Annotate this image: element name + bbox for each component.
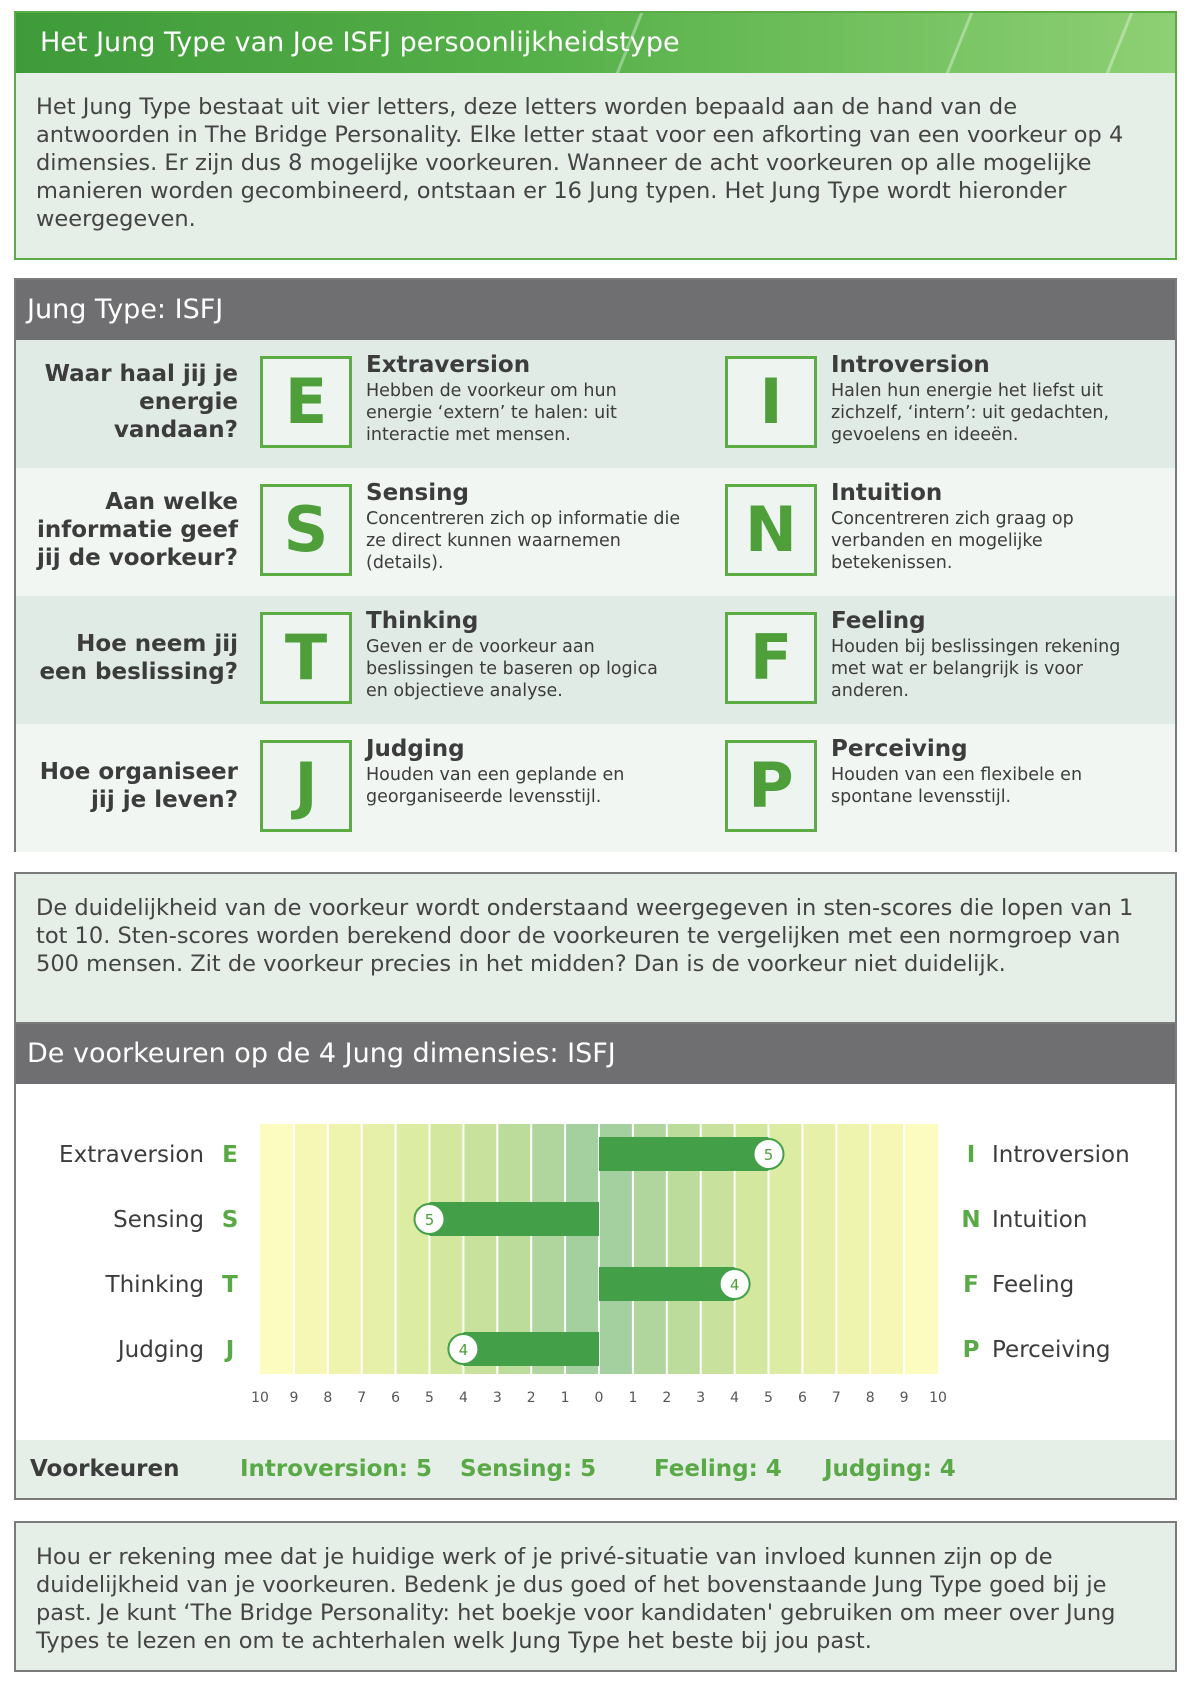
jung-type-panel xyxy=(14,278,1177,852)
x-tick-label: 5 xyxy=(425,1390,434,1406)
description-line: met wat er belangrijk is voor xyxy=(831,659,1084,679)
score-value: 4 xyxy=(458,1341,469,1359)
note-panel xyxy=(14,1521,1177,1672)
right-preference-letter: P xyxy=(962,1337,980,1363)
preference-description-left xyxy=(366,380,711,446)
jung-row xyxy=(16,724,1175,852)
question-line: Hoe organiseer xyxy=(39,759,238,785)
chart-band xyxy=(802,1124,836,1374)
left-preference-label: Thinking xyxy=(105,1272,204,1298)
question-line: informatie geef xyxy=(36,517,238,543)
description-line: gevoelens en ideeën. xyxy=(831,425,1019,445)
question-line: vandaan? xyxy=(113,417,238,443)
summary-feeling: Feeling: 4 xyxy=(654,1456,782,1482)
description-line: verbanden en mogelijke xyxy=(831,531,1043,551)
description-line: (details). xyxy=(366,553,444,573)
x-tick-label: 8 xyxy=(865,1390,875,1406)
preference-title-right: Intuition xyxy=(831,480,943,506)
score-value: 5 xyxy=(424,1211,435,1229)
question-line: Waar haal jij je xyxy=(44,361,238,387)
preference-letter-left: E xyxy=(260,356,352,448)
preference-bar xyxy=(430,1202,600,1236)
score-value: 4 xyxy=(729,1276,740,1294)
intro-panel xyxy=(14,11,1177,260)
question-line: Hoe neem jij xyxy=(76,631,238,657)
preference-letter-right: F xyxy=(725,612,817,704)
question-line: energie xyxy=(139,389,238,415)
jung-type-header: Jung Type: ISFJ xyxy=(16,280,1175,340)
right-preference-letter: I xyxy=(966,1142,976,1168)
right-preference-label: Intuition xyxy=(992,1207,1088,1233)
sten-panel xyxy=(14,872,1177,1032)
description-line: en objectieve analyse. xyxy=(366,681,563,701)
x-tick-label: 0 xyxy=(594,1390,604,1406)
description-line: Geven er de voorkeur aan xyxy=(366,637,595,657)
preference-title-left: Judging xyxy=(366,736,465,762)
header-decoration xyxy=(1099,13,1135,73)
question-line: jij je leven? xyxy=(91,787,238,813)
preference-title-left: Thinking xyxy=(366,608,479,634)
right-preference-label: Introversion xyxy=(992,1142,1130,1168)
x-tick-label: 7 xyxy=(831,1390,841,1406)
left-preference-letter: J xyxy=(225,1337,235,1363)
description-line: energie ‘extern’ te halen: uit xyxy=(366,403,617,423)
x-tick-label: 9 xyxy=(289,1390,299,1406)
description-line: anderen. xyxy=(831,681,909,701)
preference-title-left: Extraversion xyxy=(366,352,531,378)
x-tick-label: 4 xyxy=(458,1390,468,1406)
right-preference-label: Perceiving xyxy=(992,1337,1111,1363)
preferences-header: De voorkeuren op de 4 Jung dimensies: ISFJ xyxy=(16,1024,1175,1084)
left-preference-label: Judging xyxy=(117,1337,204,1363)
question-line: een beslissing? xyxy=(39,659,238,685)
preference-description-left xyxy=(366,636,711,702)
jung-row xyxy=(16,340,1175,468)
x-tick-label: 6 xyxy=(391,1390,401,1406)
preference-bar xyxy=(599,1267,735,1301)
x-tick-label: 1 xyxy=(560,1390,570,1406)
x-tick-label: 6 xyxy=(797,1390,807,1406)
description-line: Houden van een geplande en xyxy=(366,765,625,785)
preference-title-left: Sensing xyxy=(366,480,469,506)
right-preference-letter: F xyxy=(963,1272,979,1298)
x-tick-label: 7 xyxy=(357,1390,367,1406)
preference-bar xyxy=(463,1332,599,1366)
description-line: betekenissen. xyxy=(831,553,953,573)
preference-letter-left: S xyxy=(260,484,352,576)
left-preference-letter: E xyxy=(222,1142,238,1168)
description-line: beslissingen te baseren op logica xyxy=(366,659,658,679)
preference-title-right: Perceiving xyxy=(831,736,968,762)
preference-title-right: Introversion xyxy=(831,352,990,378)
preference-description-right xyxy=(831,508,1176,574)
preferences-summary xyxy=(16,1440,1175,1498)
x-tick-label: 9 xyxy=(899,1390,909,1406)
preference-description-right xyxy=(831,764,1176,808)
dimension-question xyxy=(16,758,238,814)
left-preference-letter: T xyxy=(222,1272,238,1298)
x-tick-label: 4 xyxy=(730,1390,740,1406)
preferences-panel xyxy=(14,1022,1177,1500)
right-preference-letter: N xyxy=(961,1207,981,1233)
description-line: georganiseerde levensstijl. xyxy=(366,787,602,807)
description-line: Houden bij beslissingen rekening xyxy=(831,637,1121,657)
x-tick-label: 10 xyxy=(929,1390,947,1406)
intro-text: Het Jung Type bestaat uit vier letters, deze letters worden bepaald aan de hand van de antwoorden in The Bridge Personality. Elke letter staat voor een afkorting van een voorkeur op 4 dimensies. Er zijn dus 8 mogelijke voorkeuren. Wanneer de acht voorkeuren op alle mogelijke manieren worden gecombineerd, ontstaan er 16 Jung typen. Het Jung Type wordt hieronder weergegeven. xyxy=(36,94,1124,232)
x-tick-label: 2 xyxy=(662,1390,672,1406)
preference-letter-left: T xyxy=(260,612,352,704)
chart-band xyxy=(396,1124,430,1374)
left-preference-label: Extraversion xyxy=(59,1142,204,1168)
chart-band xyxy=(260,1124,294,1374)
jung-row xyxy=(16,596,1175,724)
description-line: interactie met mensen. xyxy=(366,425,571,445)
summary-introversion: Introversion: 5 xyxy=(240,1456,432,1482)
intro-header xyxy=(16,13,1175,73)
description-line: Hebben de voorkeur om hun xyxy=(366,381,617,401)
note-text: Hou er rekening mee dat je huidige werk of je privé-situatie van invloed kunnen zijn op de duidelijkheid van je voorkeuren. Bedenk je dus goed of het bovenstaande Jung Type goed bij je past. Je kunt ‘The Bridge Personality: het boekje voor kandidaten' gebruiken om meer over Jung Types te lezen en om te achterhalen welk Jung Type het beste bij jou past. xyxy=(36,1544,1116,1654)
chart-band xyxy=(294,1124,328,1374)
right-preference-label: Feeling xyxy=(992,1272,1075,1298)
chart-band xyxy=(870,1124,904,1374)
preference-description-left xyxy=(366,508,711,574)
left-preference-letter: S xyxy=(221,1207,239,1233)
left-preference-label: Sensing xyxy=(113,1207,204,1233)
x-tick-label: 8 xyxy=(323,1390,333,1406)
x-tick-label: 5 xyxy=(764,1390,773,1406)
description-line: spontane levensstijl. xyxy=(831,787,1012,807)
description-line: zichzelf, ‘intern’: uit gedachten, xyxy=(831,403,1110,423)
dimension-question xyxy=(16,360,238,444)
preference-letter-right: N xyxy=(725,484,817,576)
summary-label: Voorkeuren xyxy=(30,1456,180,1482)
header-decoration xyxy=(939,13,975,73)
preference-description-right xyxy=(831,636,1176,702)
x-tick-label: 3 xyxy=(492,1390,502,1406)
chart-band xyxy=(362,1124,396,1374)
x-tick-label: 1 xyxy=(628,1390,638,1406)
dimension-question xyxy=(16,488,238,572)
description-line: Halen hun energie het liefst uit xyxy=(831,381,1104,401)
preference-bar xyxy=(599,1137,769,1171)
description-line: Concentreren zich graag op xyxy=(831,509,1074,529)
preference-chart xyxy=(16,1084,1175,1440)
preference-description-right xyxy=(831,380,1176,446)
summary-sensing: Sensing: 5 xyxy=(460,1456,597,1482)
chart-band xyxy=(328,1124,362,1374)
preference-title-right: Feeling xyxy=(831,608,926,634)
x-tick-label: 2 xyxy=(526,1390,536,1406)
preference-letter-left: J xyxy=(260,740,352,832)
score-value: 5 xyxy=(763,1146,774,1164)
preference-description-left xyxy=(366,764,711,808)
question-line: jij de voorkeur? xyxy=(36,545,238,571)
x-tick-label: 3 xyxy=(696,1390,706,1406)
sten-text: De duidelijkheid van de voorkeur wordt onderstaand weergegeven in sten-scores die lopen van 1 tot 10. Sten-scores worden berekend door de voorkeuren te vergelijken met een normgroep van 500 mensen. Zit de voorkeur precies in het midden? Dan is de voorkeur niet duidelijk. xyxy=(36,895,1134,977)
question-line: Aan welke xyxy=(105,489,238,515)
chart-band xyxy=(836,1124,870,1374)
summary-judging: Judging: 4 xyxy=(824,1456,956,1482)
description-line: ze direct kunnen waarnemen xyxy=(366,531,621,551)
description-line: Concentreren zich op informatie die xyxy=(366,509,681,529)
preference-letter-right: P xyxy=(725,740,817,832)
jung-type-rows xyxy=(16,340,1175,852)
chart-band xyxy=(904,1124,938,1374)
preference-letter-right: I xyxy=(725,356,817,448)
description-line: Houden van een flexibele en xyxy=(831,765,1083,785)
jung-row xyxy=(16,468,1175,596)
page-title: Het Jung Type van Joe ISFJ persoonlijkheidstype xyxy=(40,27,680,58)
x-tick-label: 10 xyxy=(251,1390,269,1406)
dimension-question xyxy=(16,630,238,686)
